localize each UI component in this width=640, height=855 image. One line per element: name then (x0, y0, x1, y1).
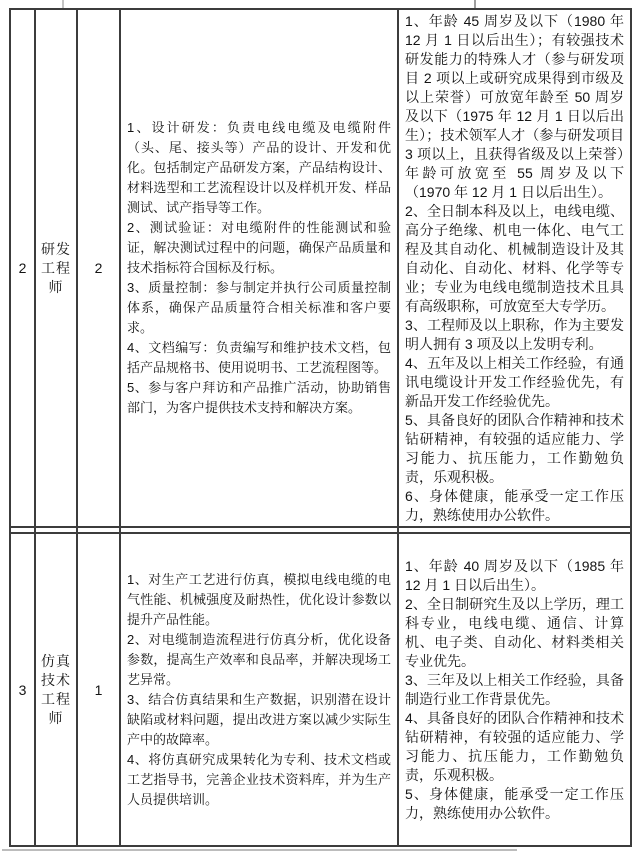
serial-number: 2 (18, 260, 27, 276)
requirement-item: 1、年龄 45 周岁及以下（1980 年 12 月 1 日以后出生）；有较强技术研发能力的特殊人才（参与研发项目 2 项以上或研究成果得到市级及以上荣誉）可放宽年龄至 50 周岁及以下（1975 年 12 月 1 日以后出生）；技术领军人才（参与研发项目 3 项以上，且获得省级及以上荣誉）年龄可放宽至 55 周岁及以下（1970 年 12 月 1 日以后出生）。 (405, 12, 624, 200)
requirement-item: 4、五年及以上相关工作经验，有通讯电缆设计开发工作经验优先，有新品开发工作经验优先。 (405, 354, 624, 409)
headcount-value: 1 (94, 681, 103, 698)
requirement-item: 5、身体健康，能承受一定工作压力，熟练使用办公软件。 (405, 785, 624, 821)
requirements-cell (399, 534, 630, 845)
serial-number-cell (11, 10, 34, 526)
duty-item: 3、质量控制：参与制定并执行公司质量控制体系，确保产品质量符合相关标准和客户要求。 (127, 280, 391, 335)
position-name: 研发工程师 (41, 240, 71, 295)
recruitment-table (9, 8, 632, 847)
position-name: 仿真技术工程师 (41, 652, 71, 726)
duties-cell (121, 10, 397, 526)
duty-item: 1、对生产工艺进行仿真，模拟电线电缆的电气性能、机械强度及耐热性，优化设计参数以提升产品性能。 (127, 571, 391, 627)
table-continuation-stub (474, 0, 476, 8)
requirement-item: 6、身体健康，能承受一定工作压力，熟练使用办公软件。 (405, 487, 624, 523)
duties-cell (121, 534, 397, 845)
requirement-item: 2、全日制本科及以上，电线电缆、高分子绝缘、机电一体化、电气工程及其自动化、机械制造设计及其自动化、自动化、材料、化学等专业；专业为电线电缆制造技术且具有高级职称，可放宽至大专学历。 (405, 202, 624, 314)
serial-number: 3 (18, 681, 27, 698)
headcount-value: 2 (94, 260, 103, 276)
duty-item: 1、设计研发：负责电线电缆及电缆附件（头、尾、接头等）产品的设计、开发和优化。包括制定产品研发方案，产品结构设计、材料选型和工艺流程设计以及样机开发、样品测试、试产指导等工作。 (127, 120, 391, 215)
headcount-cell (78, 10, 119, 526)
table-bottom-shadow (2, 849, 517, 851)
duty-item: 5、参与客户拜访和产品推广活动，协助销售部门，为客户提供技术支持和解决方案。 (127, 380, 391, 415)
requirement-item: 1、年龄 40 周岁及以下（1985 年 12 月 1 日以后出生）。 (405, 557, 624, 593)
requirement-item: 3、三年及以上相关工作经验，具备制造行业工作背景优先。 (405, 671, 624, 707)
requirement-item: 4、具备良好的团队合作精神和技术钻研精神，有较强的适应能力、学习能力、抗压能力，工作勤勉负责，乐观积极。 (405, 709, 624, 783)
duty-item: 2、测试验证：对电缆附件的性能测试和验证，解决测试过程中的问题，确保产品质量和技术指标符合国标及行标。 (127, 220, 391, 275)
duty-item: 3、结合仿真结果和生产数据，识别潜在设计缺陷或材料问题，提出改进方案以减少实际生产中的故障率。 (127, 691, 391, 747)
table-continuation-stub (62, 0, 64, 8)
headcount-cell (78, 534, 119, 845)
requirement-item: 2、全日制研究生及以上学历，理工科专业，电线电缆、通信、计算机、电子类、自动化、材料类相关专业优先。 (405, 595, 624, 669)
row-divider (11, 526, 630, 528)
serial-number-cell (11, 534, 34, 845)
requirement-item: 5、具备良好的团队合作精神和技术钻研精神，有较强的适应能力、学习能力、抗压能力，工作勤勉负责，乐观积极。 (405, 411, 624, 485)
requirement-item: 3、工程师及以上职称，作为主要发明人拥有 3 项及以上发明专利。 (405, 316, 624, 352)
requirements-cell (399, 10, 630, 526)
duty-item: 2、对电缆制造流程进行仿真分析，优化设备参数，提高生产效率和良品率，并解决现场工艺异常。 (127, 631, 391, 687)
position-cell (36, 10, 76, 526)
duty-item: 4、将仿真研究成果转化为专利、技术文档或工艺指导书，完善企业技术资料库，并为生产人员提供培训。 (127, 751, 391, 807)
position-cell (36, 534, 76, 845)
duty-item: 4、文档编写：负责编写和维护技术文档，包括产品规格书、使用说明书、工艺流程图等。 (127, 340, 391, 375)
